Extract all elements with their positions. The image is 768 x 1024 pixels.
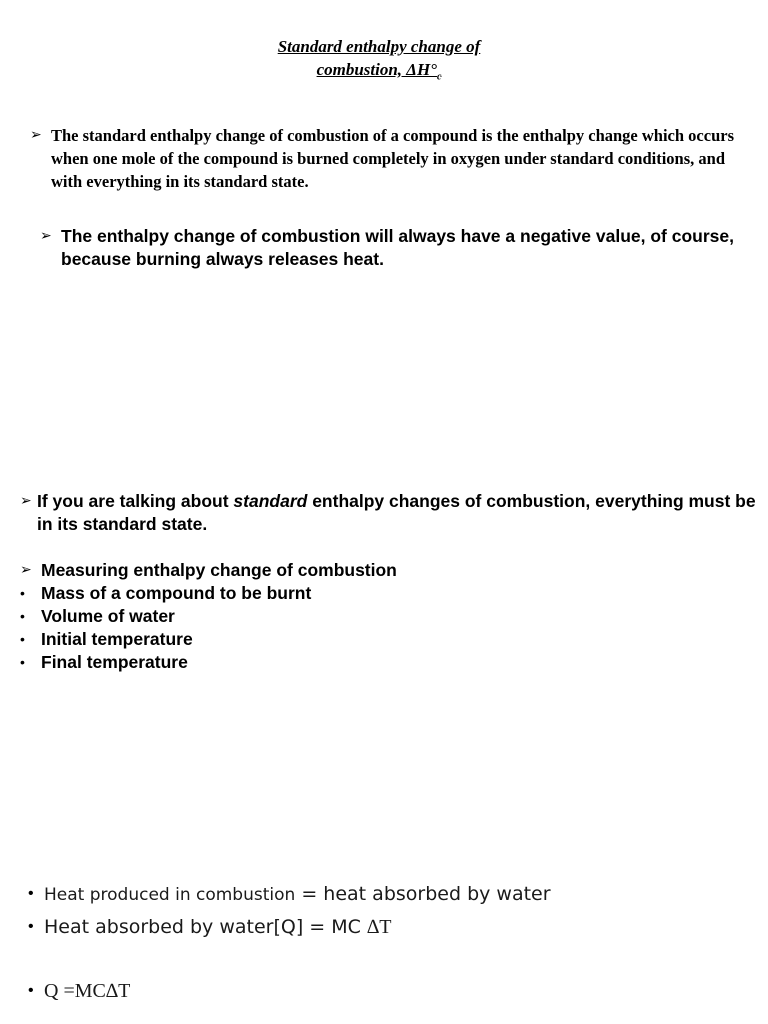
formula-line-2-symbol: ∆T — [366, 916, 392, 938]
formula-section — [28, 881, 748, 1011]
measuring-heading: Measuring enthalpy change of combustion — [41, 560, 397, 580]
list-item: Final temperature — [41, 652, 188, 672]
formula-line-2-left: Heat absorbed by water[Q] = MC — [44, 916, 367, 938]
bullet-dot-icon: • — [20, 654, 25, 670]
standard-state-text-after: enthalpy changes of combustion, everything must be in its standard state. — [37, 491, 756, 534]
arrow-bullet-icon: ➢ — [30, 127, 42, 143]
list-item: Volume of water — [41, 606, 175, 626]
title-subscript: c — [436, 71, 442, 83]
title-line-2 — [0, 58, 758, 81]
bullet-dot-icon: • — [28, 918, 34, 935]
standard-state-text-italic: standard — [233, 491, 308, 511]
definition-text: The standard enthalpy change of combustion of a compound is the enthalpy change which occurs when one mole of the compound is burned completely in oxygen under standard conditions, and with everything in its standard state. — [51, 126, 734, 191]
negative-value-text: The enthalpy change of combustion will always have a negative value, of course, because burning always releases heat. — [61, 226, 734, 269]
standard-state-text-before: If you are talking about — [37, 491, 234, 511]
bullet-dot-icon: • — [20, 608, 25, 624]
title-line-1: Standard enthalpy change of — [277, 37, 481, 56]
formula-line-3: Q =MC∆T — [44, 980, 131, 1002]
arrow-bullet-icon: ➢ — [20, 493, 32, 509]
standard-state-text — [37, 490, 760, 536]
measuring-list — [20, 559, 520, 679]
standard-state-block — [20, 490, 760, 536]
title-line-2-text: combustion, ΔH° — [316, 60, 437, 79]
bullet-dot-icon: • — [20, 585, 25, 601]
bullet-dot-icon: • — [28, 885, 34, 902]
formula-line-1-left: Heat produced in combustion — [44, 885, 296, 905]
list-item: Mass of a compound to be burnt — [41, 583, 312, 603]
formula-line-1 — [44, 881, 551, 909]
formula-line-2 — [44, 914, 391, 942]
definition-block — [30, 124, 750, 193]
bullet-dot-icon: • — [20, 631, 25, 647]
list-item: Initial temperature — [41, 629, 193, 649]
arrow-bullet-icon: ➢ — [20, 562, 32, 578]
bullet-dot-icon: • — [28, 982, 34, 999]
page-title — [0, 35, 758, 81]
formula-line-1-right: = heat absorbed by water — [295, 883, 551, 905]
arrow-bullet-icon: ➢ — [40, 228, 52, 244]
negative-value-block — [40, 225, 740, 271]
